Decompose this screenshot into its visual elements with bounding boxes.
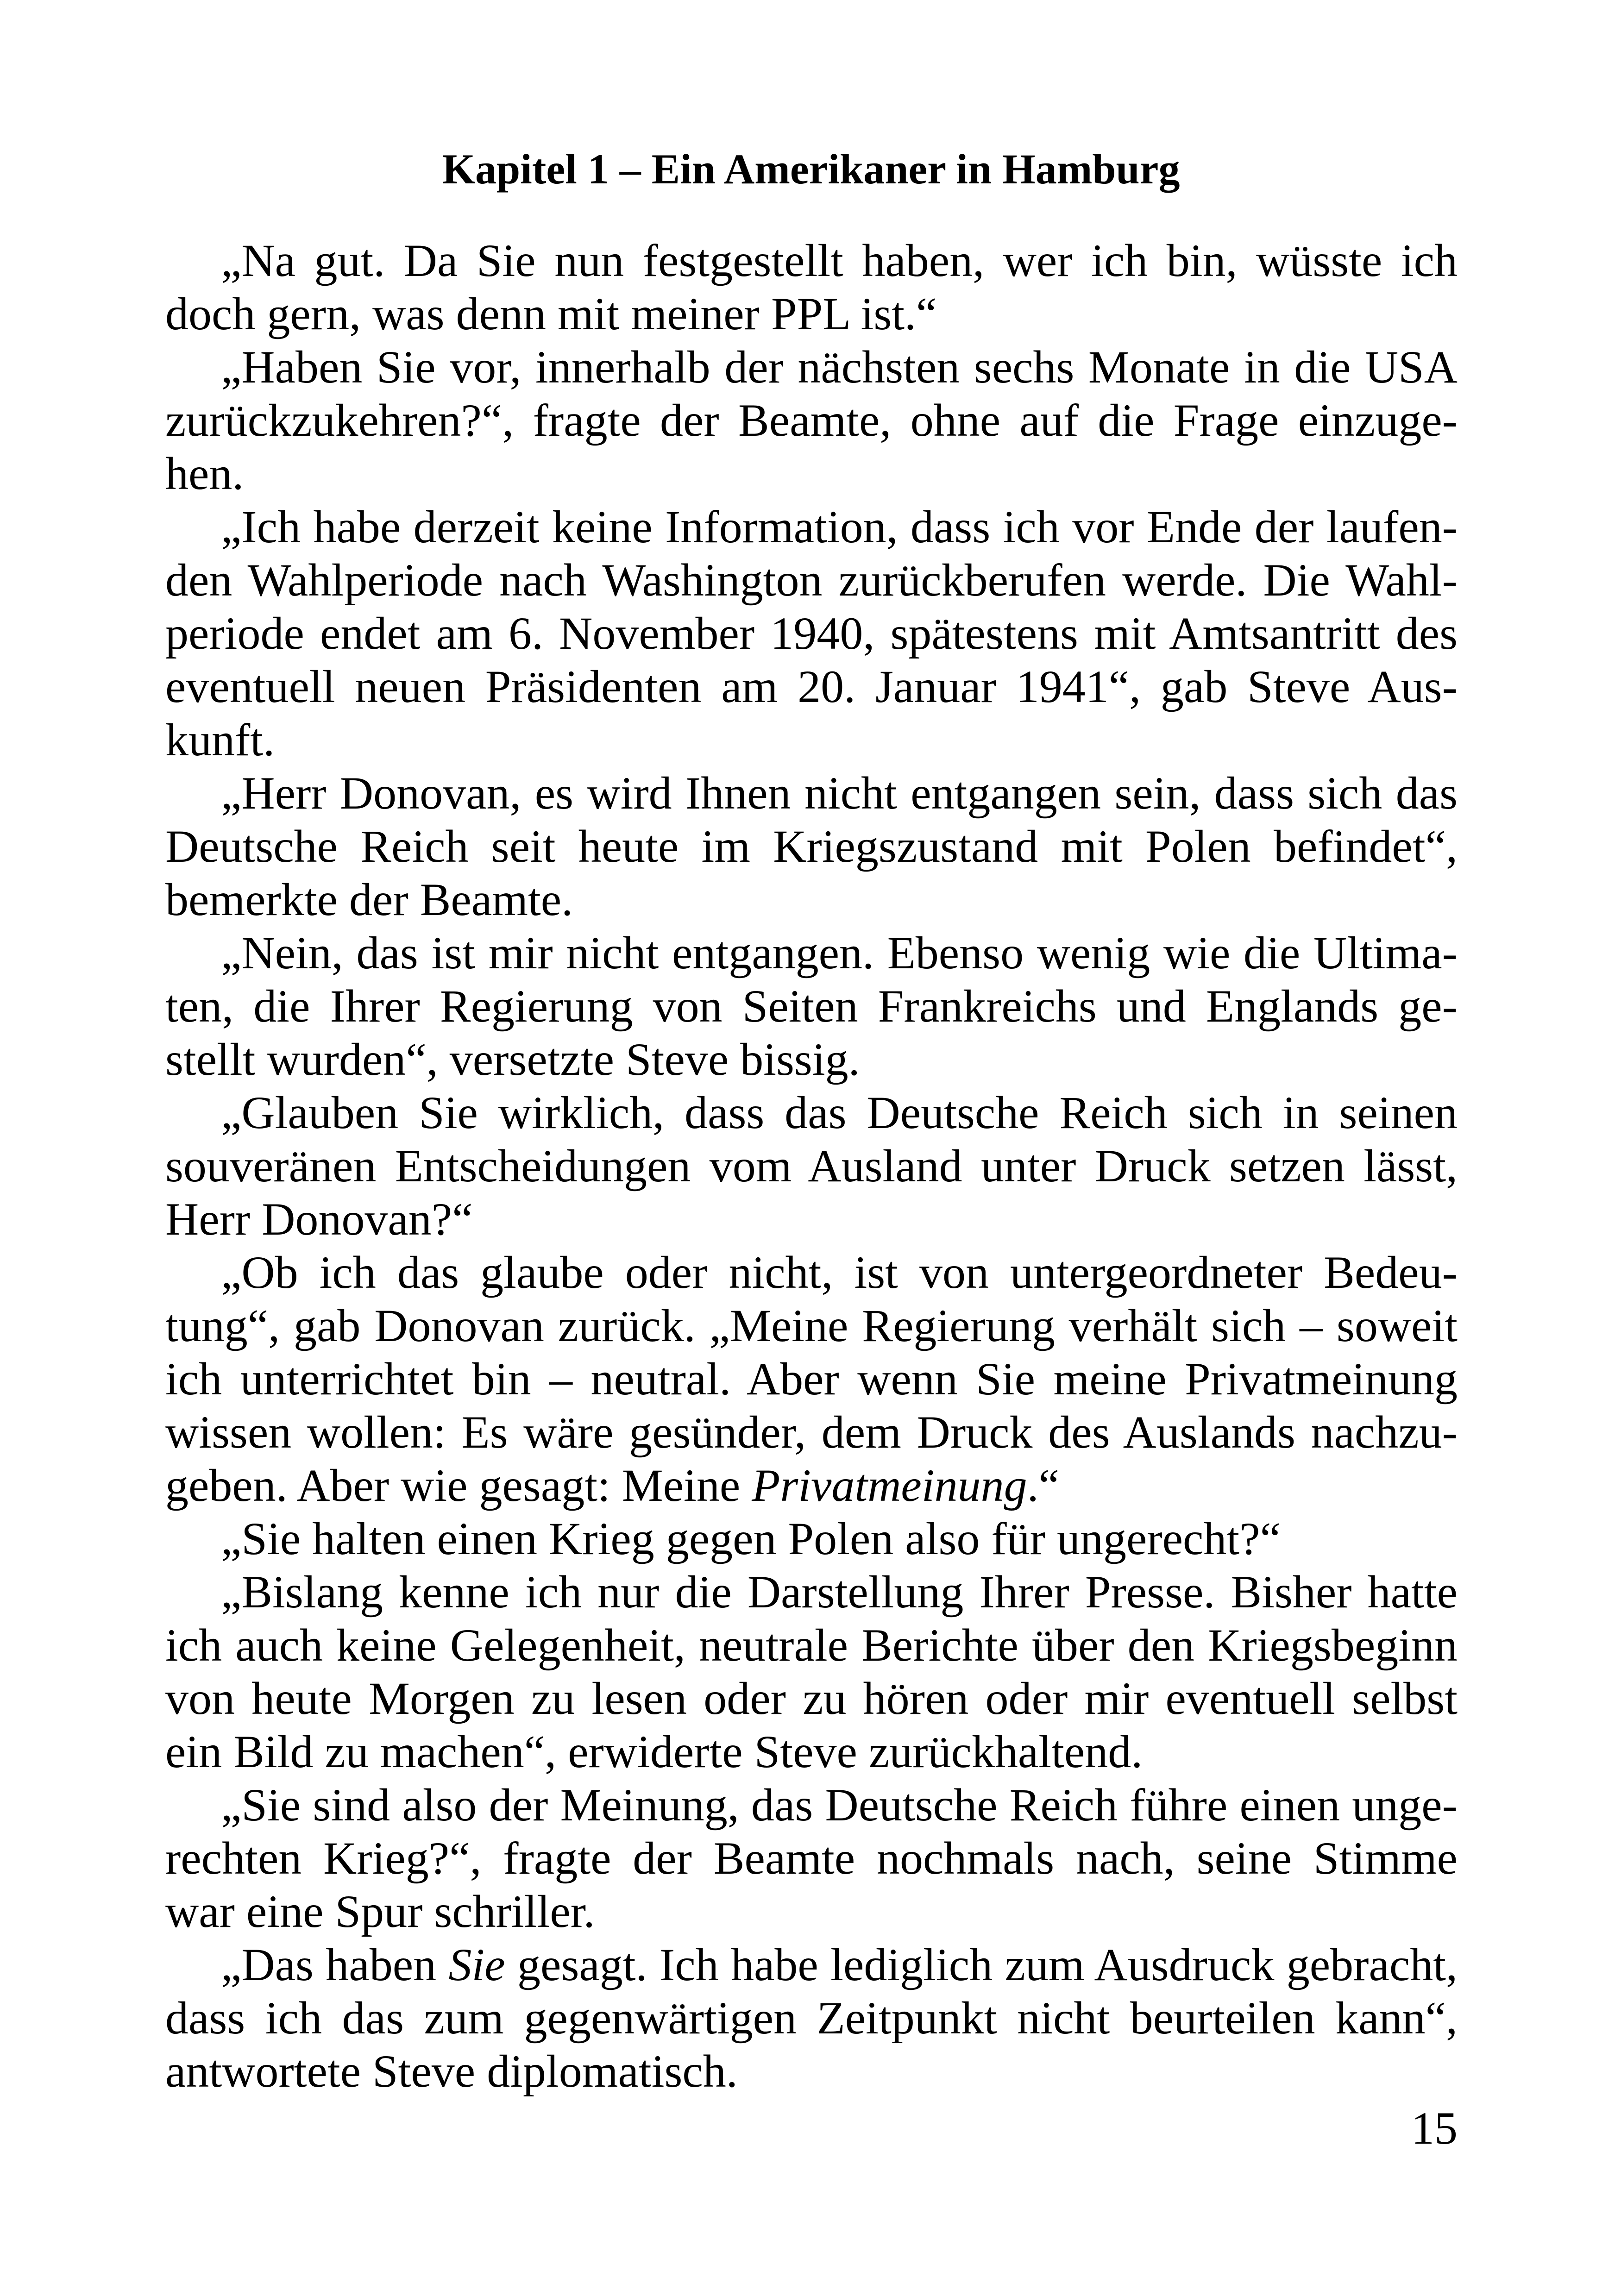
paragraph [165, 1512, 1458, 1565]
text-line: souveränen Entscheidungen vom Ausland unter Druck setzen lässt, [165, 1140, 1458, 1192]
text-line: doch gern, was denn mit meiner PPL ist.“ [165, 288, 937, 339]
body-text [165, 234, 1458, 2098]
text-line: hen. [165, 448, 244, 499]
paragraph [165, 340, 1458, 500]
text-line: kunft. [165, 714, 275, 765]
text-line: Deutsche Reich seit heute im Kriegszustand mit Polen befindet“, [165, 821, 1458, 872]
text-line: wissen wollen: Es wäre gesünder, dem Druck des Auslands nachzu- [165, 1406, 1458, 1458]
text-line: geben. Aber wie gesagt: Meine Privatmeinung.“ [165, 1460, 1059, 1511]
text-line: tung“, gab Donovan zurück. „Meine Regierung verhält sich – soweit [165, 1300, 1458, 1351]
paragraph [165, 1086, 1458, 1246]
text-line: ich auch keine Gelegenheit, neutrale Berichte über den Kriegsbeginn [165, 1619, 1458, 1671]
paragraph [165, 926, 1458, 1086]
page-number: 15 [1411, 2102, 1458, 2154]
text-line: stellt wurden“, versetzte Steve bissig. [165, 1034, 860, 1085]
paragraph [165, 1778, 1458, 1938]
text-line: „Ob ich das glaube oder nicht, ist von untergeordneter Bedeu- [221, 1247, 1458, 1298]
text-line: Herr Donovan?“ [165, 1193, 473, 1245]
paragraph [165, 766, 1458, 926]
text-line: ten, die Ihrer Regierung von Seiten Frankreichs und Englands ge- [165, 980, 1458, 1032]
text-line: „Bislang kenne ich nur die Darstellung Ihrer Presse. Bisher hatte [221, 1566, 1458, 1618]
text-line: den Wahlperiode nach Washington zurückberufen werde. Die Wahl- [165, 554, 1458, 606]
text-line: „Herr Donovan, es wird Ihnen nicht entgangen sein, dass sich das [221, 767, 1458, 819]
text-line: zurückzukehren?“, fragte der Beamte, ohne auf die Frage einzuge- [165, 395, 1458, 446]
text-line: periode endet am 6. November 1940, spätestens mit Amtsantritt des [165, 608, 1458, 659]
text-line: von heute Morgen zu lesen oder zu hören oder mir eventuell selbst [165, 1673, 1458, 1724]
text-line: „Haben Sie vor, innerhalb der nächsten sechs Monate in die USA [221, 341, 1458, 393]
text-line: „Ich habe derzeit keine Information, dass ich vor Ende der laufen- [221, 501, 1458, 552]
text-line: bemerkte der Beamte. [165, 874, 573, 925]
paragraph [165, 1565, 1458, 1778]
text-line: eventuell neuen Präsidenten am 20. Januar 1941“, gab Steve Aus- [165, 661, 1458, 712]
paragraph [165, 234, 1458, 340]
text-line: „Das haben Sie gesagt. Ich habe lediglich zum Ausdruck gebracht, [221, 1939, 1458, 1990]
chapter-heading: Kapitel 1 – Ein Amerikaner in Hamburg [442, 145, 1180, 193]
paragraph [165, 500, 1458, 766]
text-line: „Nein, das ist mir nicht entgangen. Ebenso wenig wie die Ultima- [221, 927, 1458, 979]
text-line: ein Bild zu machen“, erwiderte Steve zurückhaltend. [165, 1726, 1143, 1777]
text-line: rechten Krieg?“, fragte der Beamte nochmals nach, seine Stimme [165, 1832, 1458, 1884]
text-line: „Glauben Sie wirklich, dass das Deutsche Reich sich in seinen [221, 1087, 1458, 1138]
paragraph [165, 1938, 1458, 2098]
text-line: ich unterrichtet bin – neutral. Aber wenn Sie meine Privatmeinung [165, 1353, 1458, 1405]
text-line: „Sie sind also der Meinung, das Deutsche Reich führe einen unge- [221, 1779, 1458, 1831]
text-line: „Na gut. Da Sie nun festgestellt haben, wer ich bin, wüsste ich [221, 235, 1458, 286]
text-line: antwortete Steve diplomatisch. [165, 2045, 738, 2097]
text-line: „Sie halten einen Krieg gegen Polen also für ungerecht?“ [221, 1513, 1281, 1564]
paragraph [165, 1246, 1458, 1512]
text-line: dass ich das zum gegenwärtigen Zeitpunkt nicht beurteilen kann“, [165, 1992, 1458, 2044]
text-line: war eine Spur schriller. [165, 1886, 595, 1937]
